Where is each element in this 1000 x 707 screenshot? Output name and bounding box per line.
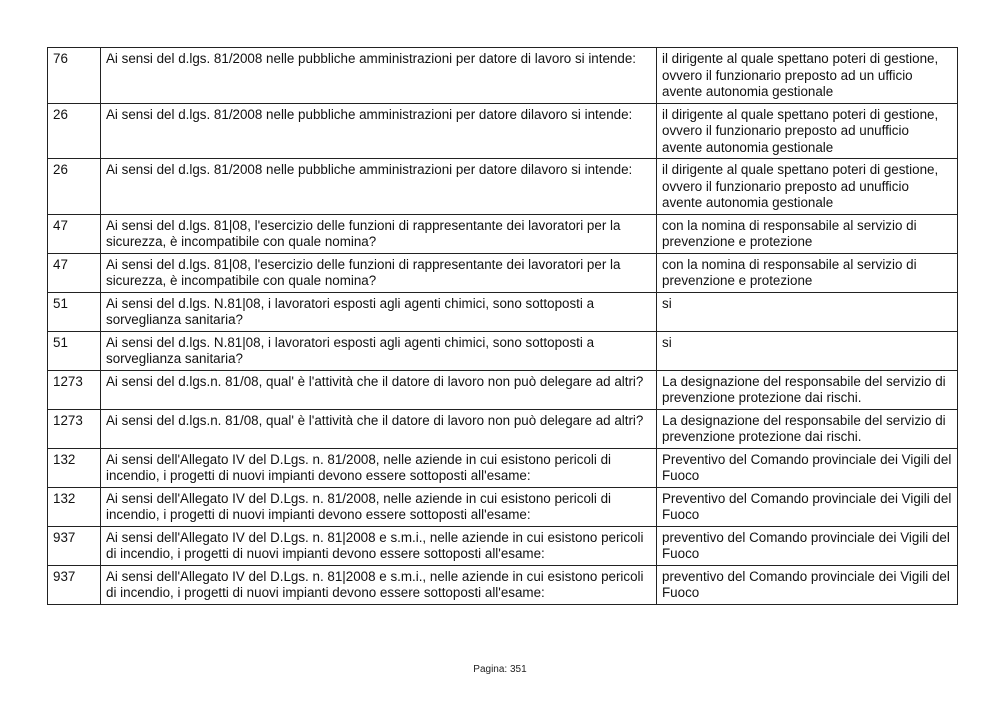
qa-table-body [48,48,958,605]
question-text: Ai sensi del d.lgs. 81/2008 nelle pubbliche amministrazioni per datore dilavoro si intende: [101,103,657,159]
question-text: Ai sensi del d.lgs. 81/2008 nelle pubbliche amministrazioni per datore dilavoro si intende: [101,159,657,215]
table-row [48,565,958,604]
question-text: Ai sensi del d.lgs. 81|08, l'esercizio delle funzioni di rappresentante dei lavoratori per la sicurezza, è incompatibile con quale nomina? [101,253,657,292]
question-id: 26 [48,159,101,215]
question-id: 1273 [48,370,101,409]
qa-table [47,47,958,605]
table-row [48,409,958,448]
question-text: Ai sensi del d.lgs. 81/2008 nelle pubbliche amministrazioni per datore di lavoro si intende: [101,48,657,104]
question-id: 937 [48,565,101,604]
answer-text: La designazione del responsabile del servizio di prevenzione protezione dai rischi. [657,370,958,409]
question-id: 51 [48,292,101,331]
question-id: 51 [48,331,101,370]
answer-text: Preventivo del Comando provinciale dei Vigili del Fuoco [657,487,958,526]
question-text: Ai sensi dell'Allegato IV del D.Lgs. n. 81|2008 e s.m.i., nelle aziende in cui esistono pericoli di incendio, i progetti di nuovi impianti devono essere sottoposti all'esame: [101,565,657,604]
question-id: 76 [48,48,101,104]
table-row [48,487,958,526]
question-text: Ai sensi del d.lgs.n. 81/08, qual' è l'attività che il datore di lavoro non può delegare ad altri? [101,409,657,448]
question-text: Ai sensi dell'Allegato IV del D.Lgs. n. 81|2008 e s.m.i., nelle aziende in cui esistono pericoli di incendio, i progetti di nuovi impianti devono essere sottoposti all'esame: [101,526,657,565]
answer-text: il dirigente al quale spettano poteri di gestione, ovvero il funzionario preposto ad un ufficio avente autonomia gestionale [657,48,958,104]
table-row [48,292,958,331]
question-id: 937 [48,526,101,565]
question-text: Ai sensi del d.lgs.n. 81/08, qual' è l'attività che il datore di lavoro non può delegare ad altri? [101,370,657,409]
answer-text: Preventivo del Comando provinciale dei Vigili del Fuoco [657,448,958,487]
answer-text: con la nomina di responsabile al servizio di prevenzione e protezione [657,214,958,253]
table-row [48,214,958,253]
table-row [48,448,958,487]
answer-text: si [657,331,958,370]
answer-text: il dirigente al quale spettano poteri di gestione, ovvero il funzionario preposto ad unufficio avente autonomia gestionale [657,159,958,215]
answer-text: La designazione del responsabile del servizio di prevenzione protezione dai rischi. [657,409,958,448]
question-id: 1273 [48,409,101,448]
table-row [48,159,958,215]
table-row [48,48,958,104]
question-text: Ai sensi del d.lgs. N.81|08, i lavoratori esposti agli agenti chimici, sono sottoposti a sorveglianza sanitaria? [101,331,657,370]
answer-text: preventivo del Comando provinciale dei Vigili del Fuoco [657,565,958,604]
table-row [48,331,958,370]
answer-text: con la nomina di responsabile al servizio di prevenzione e protezione [657,253,958,292]
answer-text: si [657,292,958,331]
table-row [48,253,958,292]
question-text: Ai sensi del d.lgs. N.81|08, i lavoratori esposti agli agenti chimici, sono sottoposti a sorveglianza sanitaria? [101,292,657,331]
question-text: Ai sensi del d.lgs. 81|08, l'esercizio delle funzioni di rappresentante dei lavoratori per la sicurezza, è incompatibile con quale nomina? [101,214,657,253]
question-id: 26 [48,103,101,159]
question-text: Ai sensi dell'Allegato IV del D.Lgs. n. 81/2008, nelle aziende in cui esistono pericoli di incendio, i progetti di nuovi impianti devono essere sottoposti all'esame: [101,448,657,487]
question-id: 47 [48,214,101,253]
table-row [48,103,958,159]
answer-text: preventivo del Comando provinciale dei Vigili del Fuoco [657,526,958,565]
page-number: Pagina: 351 [473,664,527,675]
question-id: 132 [48,487,101,526]
question-id: 132 [48,448,101,487]
question-id: 47 [48,253,101,292]
question-text: Ai sensi dell'Allegato IV del D.Lgs. n. 81/2008, nelle aziende in cui esistono pericoli di incendio, i progetti di nuovi impianti devono essere sottoposti all'esame: [101,487,657,526]
table-row [48,370,958,409]
table-row [48,526,958,565]
answer-text: il dirigente al quale spettano poteri di gestione, ovvero il funzionario preposto ad unufficio avente autonomia gestionale [657,103,958,159]
